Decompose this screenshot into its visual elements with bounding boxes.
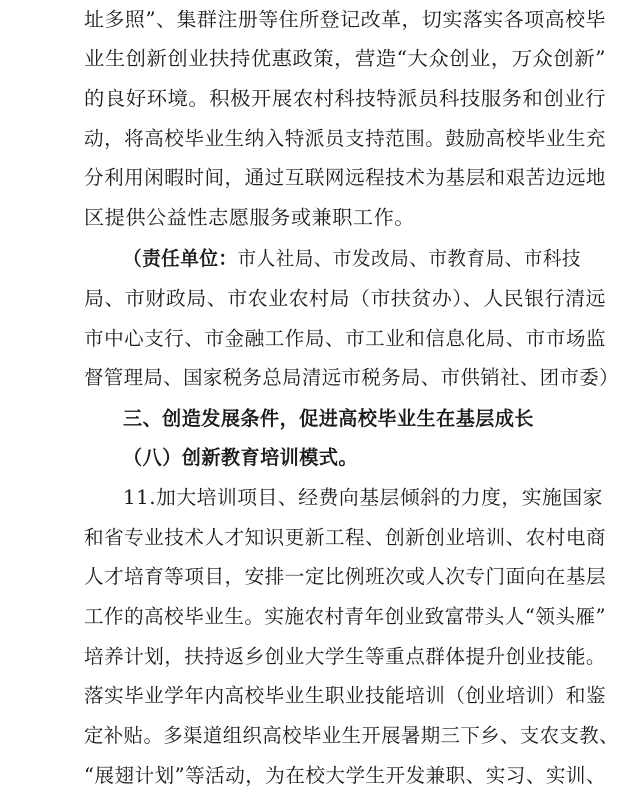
section-heading: 三、创造发展条件，促进高校毕业生在基层成长 — [123, 407, 534, 430]
responsibility-label: （责任单位： — [123, 247, 238, 270]
text-line: 分利用闲暇时间，通过互联网远程技术为基层和艰苦边远地 — [84, 166, 606, 189]
text-line: 人才培育等项目，安排一定比例班次或人次专门面向在基层 — [84, 565, 606, 588]
text-line: 定补贴。多渠道组织高校毕业生开展暑期三下乡、支农支教、 — [84, 724, 619, 747]
subsection-heading: （八）创新教育培训模式。 — [123, 446, 358, 469]
text-line: “展翅计划”等活动，为在校大学生开发兼职、实习、实训、 — [84, 764, 606, 787]
text-line: 培养计划，扶持返乡创业大学生等重点群体提升创业技能。 — [84, 645, 606, 668]
responsibility-line — [0, 239, 637, 279]
text-line: 市中心支行、市金融工作局、市工业和信息化局、市市场监 — [84, 327, 606, 350]
text-line: 工作的高校毕业生。实施农村青年创业致富带头人“领头雁” — [84, 605, 606, 628]
text-line: 11.加大培训项目、经费向基层倾斜的力度，实施国家 — [123, 486, 603, 509]
text-line: 的良好环境。积极开展农村科技特派员科技服务和创业行 — [84, 87, 606, 110]
text-line: 落实毕业学年内高校毕业生职业技能培训（创业培训）和鉴 — [84, 684, 606, 707]
text-line: 址多照”、集群注册等住所登记改革，切实落实各项高校毕 — [84, 8, 606, 31]
text-line: 动，将高校毕业生纳入特派员支持范围。鼓励高校毕业生充 — [84, 127, 606, 150]
text-line: 和省专业技术人才知识更新工程、创新创业培训、农村电商 — [84, 526, 606, 549]
responsibility-units: 市人社局、市发改局、市教育局、市科技 — [237, 247, 581, 270]
text-line: 局、市财政局、市农业农村局（市扶贫办）、人民银行清远 — [84, 287, 606, 310]
text-line: 督管理局、国家税务总局清远市税务局、市供销社、团市委） — [84, 366, 619, 389]
text-line: 区提供公益性志愿服务或兼职工作。 — [84, 206, 415, 229]
text-line: 业生创新创业扶持优惠政策，营造“大众创业，万众创新” — [84, 47, 606, 70]
